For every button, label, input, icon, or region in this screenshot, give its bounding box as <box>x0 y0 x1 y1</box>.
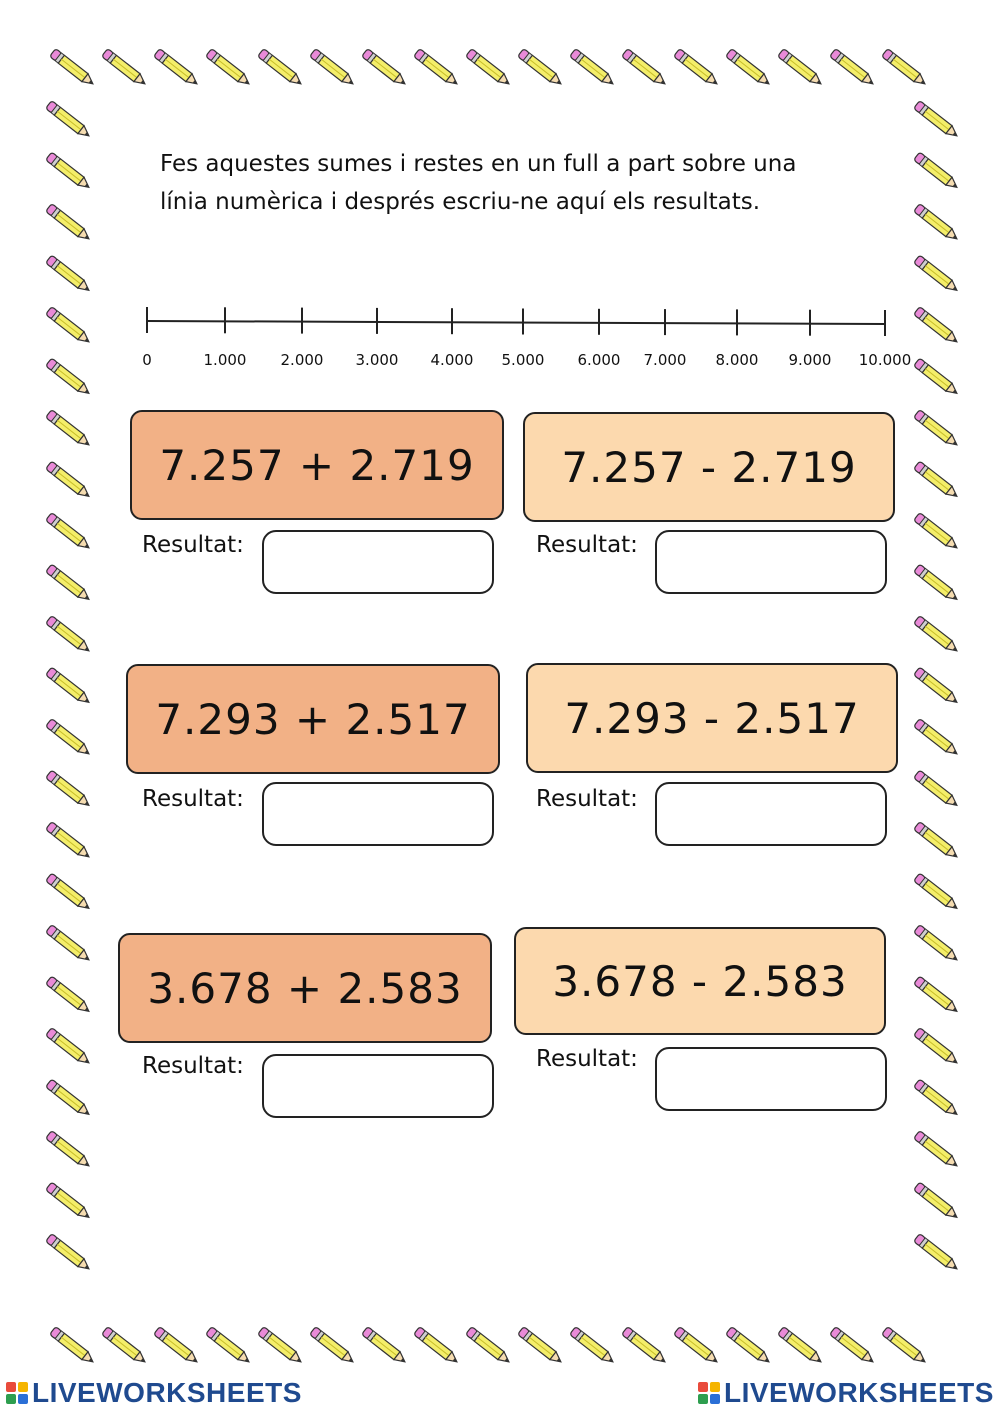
pencil-icon <box>46 1182 92 1221</box>
pencil-icon <box>914 461 960 500</box>
instructions <box>160 145 880 221</box>
pencil-icon <box>914 667 960 706</box>
number-line-tick-label: 0 <box>142 351 152 369</box>
pencil-icon <box>46 410 92 449</box>
pencil-icon <box>914 822 960 861</box>
liveworksheets-logo-left <box>6 1378 302 1408</box>
pencil-icon <box>914 1079 960 1118</box>
result-label-2: Resultat: <box>536 532 638 558</box>
pencil-icon <box>154 1327 200 1366</box>
number-line-tick-label: 8.000 <box>715 351 759 369</box>
pencil-icon <box>258 1327 304 1366</box>
pencil-icon <box>46 152 92 191</box>
pencil-icon <box>46 770 92 809</box>
pencil-icon <box>726 1327 772 1366</box>
pencil-icon <box>622 49 668 88</box>
pencil-icon <box>46 873 92 912</box>
pencil-icon <box>882 49 928 88</box>
pencil-icon <box>914 255 960 294</box>
number-line-tick-label: 9.000 <box>788 351 832 369</box>
operation-text-3: 7.293 + 2.517 <box>155 694 471 744</box>
pencil-icon <box>914 1234 960 1273</box>
pencil-icon <box>914 925 960 964</box>
result-input-6[interactable] <box>655 1047 887 1111</box>
pencil-icon <box>362 49 408 88</box>
operation-text-2: 7.257 - 2.719 <box>561 442 857 492</box>
result-input-3[interactable] <box>262 782 494 846</box>
operation-text-6: 3.678 - 2.583 <box>552 956 848 1006</box>
number-line-tick-label: 2.000 <box>280 351 324 369</box>
pencil-icon <box>914 1028 960 1067</box>
pencil-icon <box>622 1327 668 1366</box>
pencil-icon <box>914 976 960 1015</box>
number-line-tick-label: 6.000 <box>577 351 621 369</box>
pencil-icon <box>414 1327 460 1366</box>
logo-left-text: LIVEWORKSHEETS <box>32 1377 302 1408</box>
operation-box-2 <box>523 412 895 522</box>
pencil-icon <box>46 255 92 294</box>
result-label-3: Resultat: <box>142 786 244 812</box>
liveworksheets-mark-icon <box>6 1382 28 1404</box>
pencil-icon <box>466 1327 512 1366</box>
pencil-icon <box>414 49 460 88</box>
number-line-axis <box>147 321 885 324</box>
pencil-icon <box>50 1327 96 1366</box>
number-line-tick-label: 1.000 <box>203 351 247 369</box>
number-line-tick-label: 10.000 <box>858 351 912 369</box>
pencil-icon <box>206 1327 252 1366</box>
pencil-icon <box>46 616 92 655</box>
pencil-icon <box>102 1327 148 1366</box>
pencil-icon <box>46 1131 92 1170</box>
operation-box-6 <box>514 927 886 1035</box>
pencil-icon <box>830 49 876 88</box>
pencil-icon <box>206 49 252 88</box>
operation-box-3 <box>126 664 500 774</box>
result-input-4[interactable] <box>655 782 887 846</box>
pencil-icon <box>914 873 960 912</box>
operation-text-1: 7.257 + 2.719 <box>159 440 475 490</box>
pencil-icon <box>46 564 92 603</box>
pencil-icon <box>46 1234 92 1273</box>
operation-text-5: 3.678 + 2.583 <box>147 963 463 1013</box>
pencil-icon <box>914 101 960 140</box>
instructions-line-1: Fes aquestes sumes i restes en un full a part sobre una <box>160 151 797 177</box>
pencil-icon <box>46 1079 92 1118</box>
instructions-line-2: línia numèrica i després escriu-ne aquí els resultats. <box>160 189 761 215</box>
pencil-icon <box>830 1327 876 1366</box>
pencil-icon <box>46 976 92 1015</box>
operation-box-4 <box>526 663 898 773</box>
pencil-icon <box>914 719 960 758</box>
result-label-1: Resultat: <box>142 532 244 558</box>
number-line <box>130 295 930 375</box>
number-line-tick-label: 7.000 <box>643 351 687 369</box>
pencil-icon <box>46 667 92 706</box>
number-line-tick-label: 3.000 <box>355 351 399 369</box>
pencil-icon <box>914 770 960 809</box>
pencil-icon <box>882 1327 928 1366</box>
pencil-icon <box>46 307 92 346</box>
number-line-tick-label: 5.000 <box>501 351 545 369</box>
pencil-icon <box>570 1327 616 1366</box>
pencil-icon <box>46 822 92 861</box>
result-label-4: Resultat: <box>536 786 638 812</box>
pencil-icon <box>46 925 92 964</box>
pencil-icon <box>914 410 960 449</box>
result-label-6: Resultat: <box>536 1046 638 1072</box>
pencil-icon <box>778 49 824 88</box>
pencil-icon <box>518 49 564 88</box>
pencil-icon <box>726 49 772 88</box>
pencil-icon <box>914 152 960 191</box>
pencil-icon <box>914 1182 960 1221</box>
pencil-icon <box>362 1327 408 1366</box>
pencil-icon <box>310 49 356 88</box>
pencil-icon <box>50 49 96 88</box>
result-input-1[interactable] <box>262 530 494 594</box>
pencil-icon <box>914 1131 960 1170</box>
result-input-2[interactable] <box>655 530 887 594</box>
pencil-icon <box>310 1327 356 1366</box>
pencil-icon <box>46 513 92 552</box>
pencil-icon <box>570 49 616 88</box>
pencil-icon <box>914 513 960 552</box>
operation-text-4: 7.293 - 2.517 <box>564 693 860 743</box>
number-line-tick-label: 4.000 <box>430 351 474 369</box>
pencil-icon <box>914 204 960 243</box>
pencil-icon <box>46 358 92 397</box>
pencil-icon <box>46 719 92 758</box>
operation-box-5 <box>118 933 492 1043</box>
pencil-icon <box>46 101 92 140</box>
pencil-icon <box>674 1327 720 1366</box>
pencil-icon <box>778 1327 824 1366</box>
result-label-5: Resultat: <box>142 1053 244 1079</box>
pencil-icon <box>914 616 960 655</box>
result-input-5[interactable] <box>262 1054 494 1118</box>
pencil-icon <box>154 49 200 88</box>
pencil-icon <box>674 49 720 88</box>
logo-right-text: LIVEWORKSHEETS <box>724 1377 994 1408</box>
pencil-icon <box>518 1327 564 1366</box>
pencil-icon <box>46 204 92 243</box>
pencil-icon <box>46 1028 92 1067</box>
liveworksheets-logo-right <box>698 1378 994 1408</box>
operation-box-1 <box>130 410 504 520</box>
pencil-icon <box>258 49 304 88</box>
pencil-icon <box>46 461 92 500</box>
liveworksheets-mark-icon <box>698 1382 720 1404</box>
pencil-icon <box>466 49 512 88</box>
pencil-icon <box>914 564 960 603</box>
pencil-icon <box>102 49 148 88</box>
